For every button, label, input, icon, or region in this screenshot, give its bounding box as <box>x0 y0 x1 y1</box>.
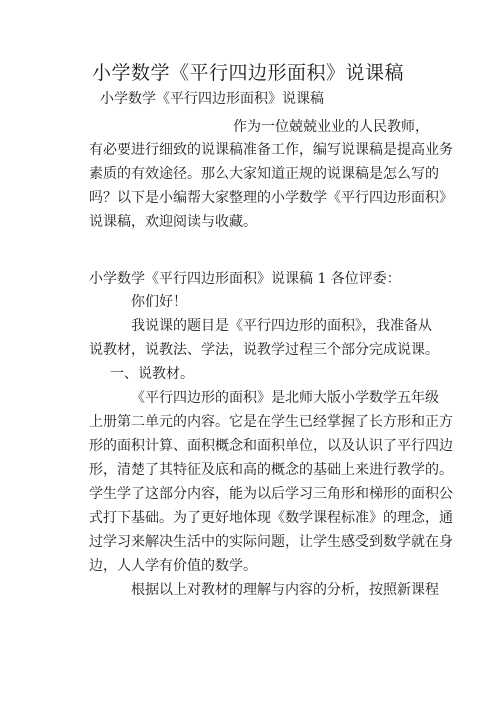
text-line: 学生学了这部分内容，能为以后学习三角形和梯形的面积公 <box>89 486 453 502</box>
text-line: 素质的有效途径。那么大家知道正规的说课稿是怎么写的 <box>89 166 439 182</box>
text-line: 上册第二单元的内容。它是在学生已经掌握了长方形和正方 <box>89 414 453 430</box>
text-line: 我说课的题目是《平行四边形的面积》，我准备从 <box>131 318 432 334</box>
text-line: 根据以上对教材的理解与内容的分析，按照新课程 <box>131 582 439 598</box>
text-line: 作为一位兢兢业业的人民教师， <box>233 119 429 135</box>
text-line: 说课稿，欢迎阅读与收藏。 <box>89 214 257 230</box>
text-line: 小学数学《平行四边形面积》说课稿 1 各位评委： <box>89 271 401 287</box>
text-line: 形，清楚了其特征及底和高的概念的基础上来进行教学的。 <box>89 462 453 478</box>
document-title: 小学数学《平行四边形面积》说课稿 <box>91 62 404 84</box>
subtitle-line: 小学数学《平行四边形面积》说课稿 <box>100 91 324 107</box>
text-line: 吗？以下是小编帮大家整理的小学数学《平行四边形面积》 <box>89 190 453 206</box>
text-line: 你们好！ <box>131 294 187 310</box>
text-line: 有必要进行细致的说课稿准备工作，编写说课稿是提高业务 <box>89 142 453 158</box>
text-line: 过学习来解决生活中的实际问题，让学生感受到数学就在身 <box>89 534 453 550</box>
text-line: 说教材，说教法、学法，说教学过程三个部分完成说课。 <box>89 342 439 358</box>
section-heading: 一、说教材。 <box>110 366 194 382</box>
text-line: 式打下基础。为了更好地体现《数学课程标准》的理念，通 <box>89 510 453 526</box>
text-line: 边，人人学有价值的数学。 <box>89 558 257 574</box>
text-line: 形的面积计算、面积概念和面积单位，以及认识了平行四边 <box>89 438 453 454</box>
text-line: 《平行四边形的面积》是北师大版小学数学五年级 <box>131 390 439 406</box>
